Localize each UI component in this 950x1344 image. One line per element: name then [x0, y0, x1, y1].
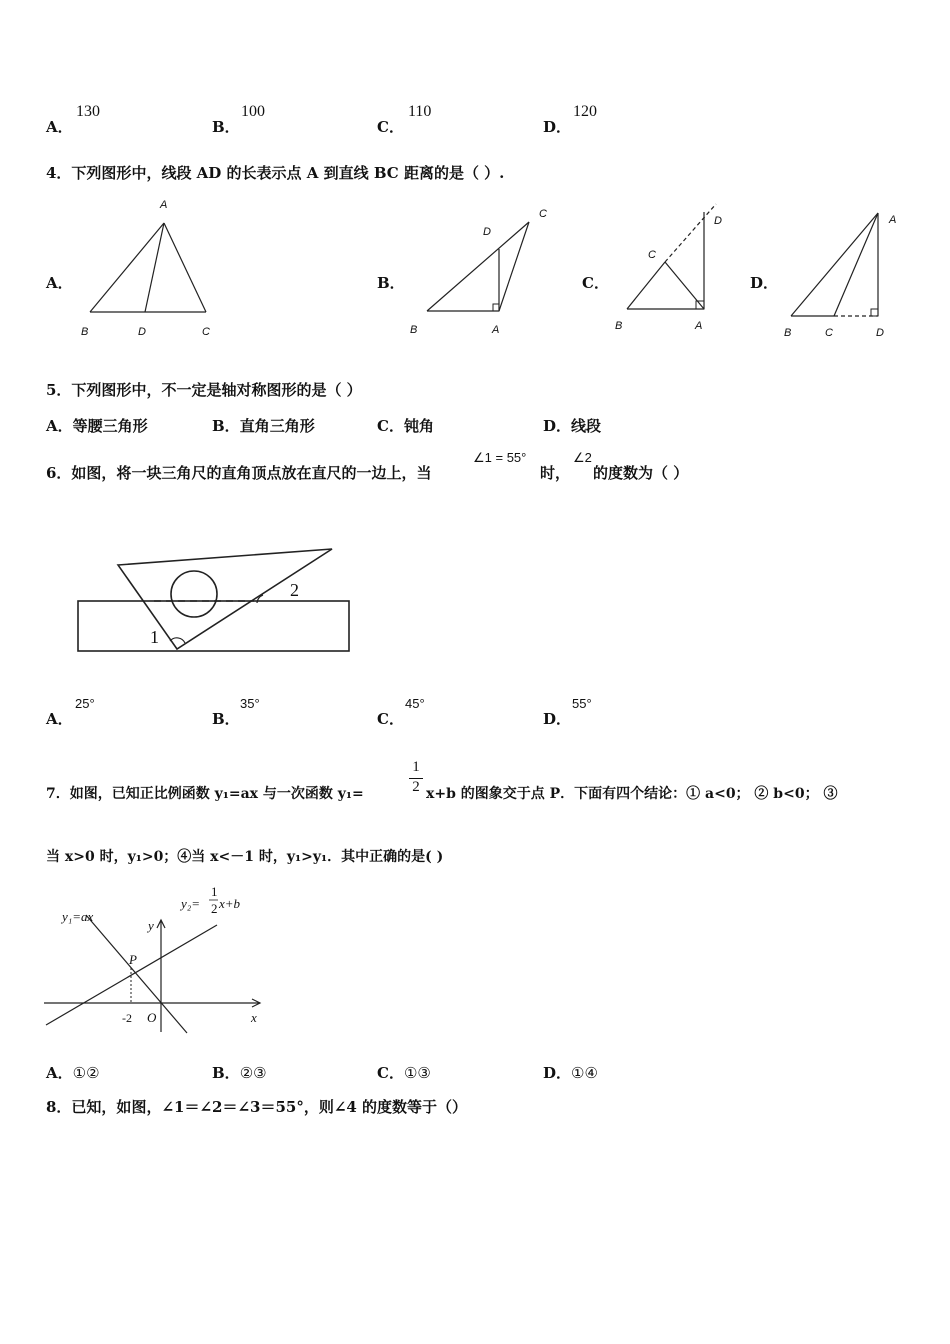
q4-figure-a [75, 195, 225, 340]
q7-stem-a: 7．如图，已知正比例函数 y₁=ax 与一次函数 y₁= [46, 786, 364, 802]
q6-label-2: 2 [290, 580, 299, 600]
q7-option-c[interactable]: C．①③ [377, 1064, 431, 1082]
q4-option-b[interactable]: B． [377, 274, 405, 292]
q3-option-c-value: 110 [408, 103, 432, 120]
q7-y1-label: y₁=ax [62, 909, 94, 924]
q3-option-d-value: 120 [573, 103, 597, 120]
q7-stem-line2: 当 x>0 时，y₁>0；④当 x<－1 时，y₁>y₁．其中正确的是( ) [46, 849, 444, 865]
q4-figure-b [405, 200, 555, 340]
line-y1 [86, 915, 187, 1033]
q6-label-1: 1 [150, 627, 159, 647]
q5-option-b-text: 直角三角形 [239, 417, 315, 435]
fig-d-label-a: A [889, 214, 897, 226]
q4-stem: 4．下列图形中，线段 AD 的长表示点 A 到直线 BC 距离的是（ ）. [46, 164, 505, 182]
q7-option-d-text: ①④ [571, 1066, 598, 1082]
q7-x-axis-label: x [251, 1010, 257, 1025]
fig-c-label-d: D [714, 215, 722, 227]
fig-c-label-a: A [695, 320, 703, 332]
q7-y-axis-label: y [148, 918, 154, 933]
q7-option-b[interactable]: B．②③ [212, 1064, 267, 1082]
q6-option-a[interactable]: A． [46, 710, 73, 728]
q5-stem: 5．下列图形中，不一定是轴对称图形的是（ ） [46, 381, 362, 399]
fig-d-line-ba [791, 213, 878, 316]
q3-option-b-value: 100 [241, 103, 265, 120]
fig-d-label-c: C [825, 327, 833, 339]
q6-option-d[interactable]: D． [543, 710, 572, 728]
q7-frac-num: 1 [412, 759, 420, 775]
line-y2 [46, 925, 217, 1025]
fig-c-line-dashed [665, 204, 716, 262]
q7-graph [40, 880, 280, 1040]
fig-c-label-c: C [648, 249, 656, 261]
q6-stem-c: 的度数为（ ） [593, 464, 689, 482]
q3-option-c[interactable]: C． [377, 118, 404, 136]
q3-option-b[interactable]: B． [212, 118, 240, 136]
q7-y2-rest: x+b [219, 896, 241, 911]
q4-figure-c [610, 198, 740, 340]
q8-stem: 8．已知，如图，∠1＝∠2＝∠3＝55°，则∠4 的度数等于（） [46, 1098, 468, 1116]
q5-option-b[interactable]: B．直角三角形 [212, 417, 315, 435]
q3-option-a-value: 130 [76, 103, 100, 120]
q7-frac-den: 2 [409, 778, 423, 796]
fig-b-right-angle [493, 304, 499, 311]
q7-option-b-text: ②③ [239, 1066, 267, 1082]
q4-option-c[interactable]: C． [582, 274, 609, 292]
q6-figure [70, 540, 360, 660]
q6-option-d-value: 55° [572, 696, 592, 711]
q7-tick-minus2: -2 [122, 1011, 132, 1025]
q6-angle2: ∠2 [573, 450, 592, 465]
fig-b-label-a: A [492, 324, 500, 336]
fig-a-line-ac [164, 223, 206, 312]
q7-point-p: P [129, 952, 137, 967]
fig-d-label-b: B [784, 327, 792, 339]
q7-stem-b: x+b 的图象交于点 P．下面有四个结论：① a<0； ② b<0； ③ [426, 786, 838, 802]
q7-y2-num: 1 [211, 884, 218, 899]
fig-c-line-ca [665, 262, 704, 309]
fig-a-line-ba [90, 223, 164, 312]
fig-a-label-c: C [202, 326, 210, 338]
q3-option-a[interactable]: A． [46, 118, 73, 136]
q7-fraction [409, 759, 423, 796]
q3-option-d[interactable]: D． [543, 118, 572, 136]
q4-figure-d [778, 205, 908, 340]
fig-d-label-d: D [876, 327, 884, 339]
fig-a-label-d: D [138, 326, 146, 338]
set-square-hole [171, 571, 217, 617]
q5-option-d[interactable]: D．线段 [543, 417, 602, 435]
q5-option-d-text: 线段 [571, 417, 602, 435]
q6-option-b[interactable]: B． [212, 710, 240, 728]
q6-option-c-value: 45° [405, 696, 425, 711]
q5-option-c-text: 钝角 [403, 417, 434, 435]
fig-d-line-ca [834, 213, 878, 316]
fig-a-label-a: A [160, 199, 168, 211]
q5-option-c[interactable]: C．钝角 [377, 417, 434, 435]
q5-option-a-text: 等腰三角形 [72, 417, 148, 435]
q4-option-d[interactable]: D． [750, 274, 779, 292]
fig-c-line-bc [627, 262, 665, 309]
q6-stem-a: 6．如图，将一块三角尺的直角顶点放在直尺的一边上，当 [46, 464, 432, 482]
fig-b-label-c: C [539, 208, 547, 220]
q7-option-a-text: ①② [72, 1066, 100, 1082]
fig-a-label-b: B [81, 326, 89, 338]
q7-y2-label: y₂= [181, 896, 201, 911]
q7-y2-den: 2 [211, 901, 218, 916]
q7-origin: O [147, 1010, 157, 1025]
q7-option-c-text: ①③ [403, 1066, 431, 1082]
q4-option-a[interactable]: A． [46, 274, 73, 292]
q7-option-a[interactable]: A．①② [46, 1064, 100, 1082]
q6-option-a-value: 25° [75, 696, 95, 711]
fig-c-label-b: B [615, 320, 623, 332]
q5-option-a[interactable]: A．等腰三角形 [46, 417, 148, 435]
q6-angle1: ∠1 = 55° [473, 450, 527, 465]
fig-d-right-angle [871, 309, 878, 316]
q6-option-b-value: 35° [240, 696, 260, 711]
q6-option-c[interactable]: C． [377, 710, 404, 728]
fig-b-label-d: D [483, 226, 491, 238]
fig-b-label-b: B [410, 324, 418, 336]
fig-a-line-ad [145, 223, 164, 312]
q6-stem-b: 时， [540, 464, 571, 482]
q7-option-d[interactable]: D．①④ [543, 1064, 598, 1082]
